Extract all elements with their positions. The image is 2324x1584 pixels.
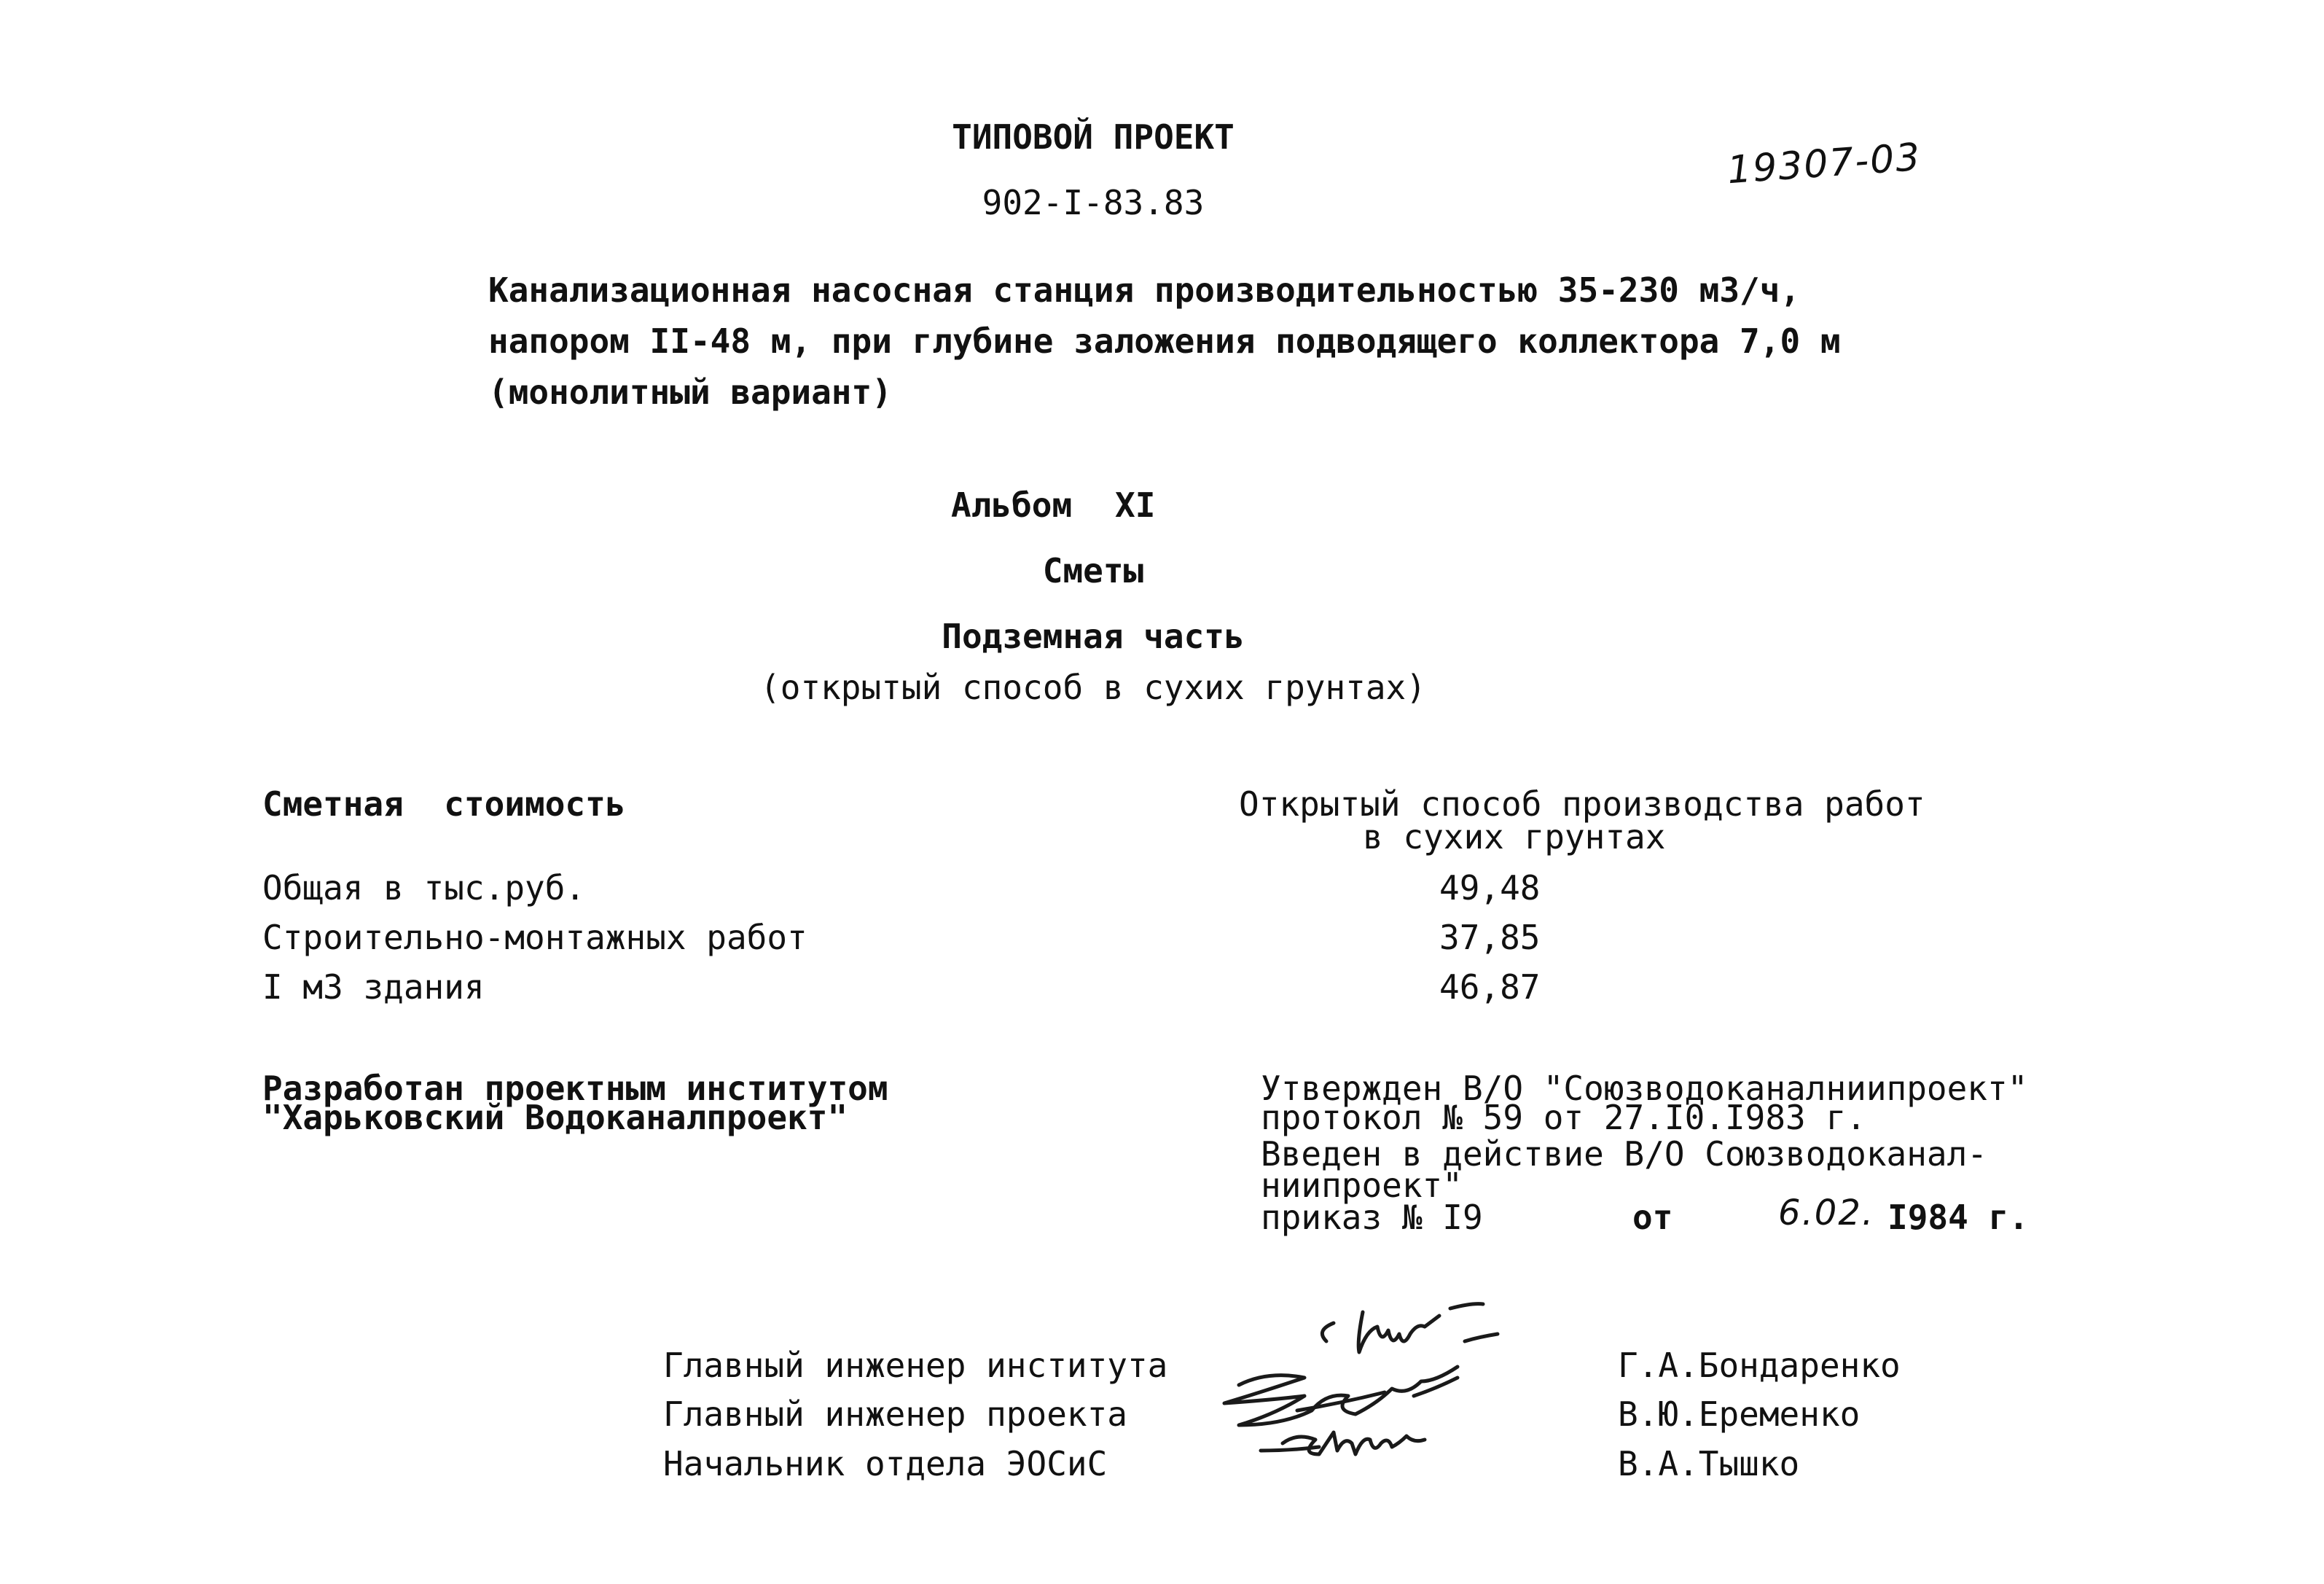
developer-line-1: Разработан проектным институтом [262,1069,888,1108]
cost-header-left: Сметная стоимость [262,784,626,824]
signature-3 [1261,1432,1425,1454]
approval-line-1: Утвержден В/О "Союзводоканалниипроект" [1261,1069,2028,1108]
order-date-typed: I984 г. [1887,1198,2029,1237]
description-line-3: (монолитный вариант) [488,372,892,412]
album-part: Подземная часть [942,617,1245,656]
cost-row-value: 37,85 [1439,918,1541,957]
order-from: от [1632,1198,1673,1237]
signatory-name: Г.А.Бондаренко [1618,1346,1901,1385]
cost-row-label: Строительно-монтажных работ [262,918,807,957]
signature-scribbles [1195,1268,1574,1502]
cost-row-value: 46,87 [1439,967,1541,1007]
project-type: ТИПОВОЙ ПРОЕКТ [952,117,1235,157]
cost-row-value: 49,48 [1439,868,1541,908]
cost-header-right-2: в сухих грунтах [1363,817,1666,857]
handwritten-code: 19307-03 [1726,135,1923,193]
cost-row-label: Общая в тыс.руб. [262,868,586,908]
signature-1 [1322,1304,1498,1352]
description-line-2: напором II-48 м, при глубине заложения подводящего коллектора 7,0 м [488,321,1841,361]
project-number: 902-I-83.83 [982,183,1205,222]
approval-line-3: Введен в действие В/О Союзводоканал- [1261,1134,1987,1174]
signature-2 [1224,1367,1458,1425]
signatory-title: Начальник отдела ЭОСиС [663,1444,1108,1483]
signatory-title: Главный инженер проекта [663,1394,1127,1434]
signatory-name: В.А.Тышко [1618,1444,1800,1483]
album-subtitle: Сметы [1042,551,1144,590]
album-method: (открытый способ в сухих грунтах) [760,668,1426,707]
signatory-title: Главный инженер института [663,1346,1168,1385]
order-label: приказ № I9 [1261,1198,1483,1237]
approval-line-4: ниипроект" [1261,1166,1463,1205]
album-number: XI [1115,485,1156,525]
description-line-1: Канализационная насосная станция производительностью 35-230 м3/ч, [488,270,1801,310]
signatory-name: В.Ю.Еременко [1618,1394,1861,1434]
approval-line-2: протокол № 59 от 27.I0.I983 г. [1261,1098,1866,1137]
album-label: Альбом [951,485,1073,525]
developer-line-2: "Харьковский Водоканалпроект" [262,1098,848,1137]
order-date-handwritten: 6.02. [1778,1193,1875,1233]
cost-row-label: I м3 здания [262,967,485,1007]
cost-header-right-1: Открытый способ производства работ [1239,784,1925,824]
